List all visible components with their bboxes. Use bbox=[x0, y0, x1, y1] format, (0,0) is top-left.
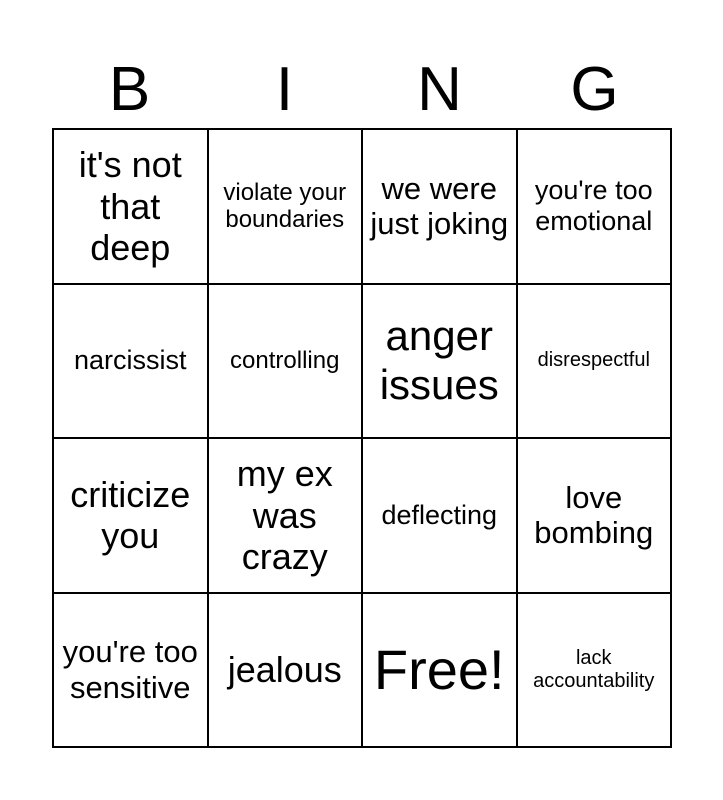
bingo-cell[interactable] bbox=[518, 439, 673, 594]
bingo-cell[interactable] bbox=[363, 130, 518, 285]
bingo-cell[interactable] bbox=[518, 285, 673, 440]
bingo-cell[interactable] bbox=[209, 285, 364, 440]
cell-text: controlling bbox=[230, 346, 340, 374]
bingo-cell[interactable] bbox=[363, 285, 518, 440]
bingo-board bbox=[52, 128, 672, 748]
bingo-cell[interactable] bbox=[54, 439, 209, 594]
bingo-cell[interactable] bbox=[518, 594, 673, 749]
cell-text: it's not that deep bbox=[78, 144, 182, 268]
cell-text: lack accountability bbox=[533, 646, 655, 692]
bingo-cell[interactable] bbox=[54, 594, 209, 749]
free-space-text: Free! bbox=[373, 637, 505, 701]
cell-text: my ex was crazy bbox=[236, 453, 333, 577]
cell-text: disrespectful bbox=[537, 349, 650, 372]
cell-text: anger issues bbox=[379, 312, 499, 408]
bingo-header bbox=[52, 52, 672, 128]
cell-text: you're too sensitive bbox=[62, 634, 198, 705]
cell-text: you're too emotional bbox=[534, 175, 653, 237]
bingo-cell[interactable] bbox=[209, 130, 364, 285]
cell-text: love bombing bbox=[534, 479, 654, 551]
cell-text: criticize you bbox=[70, 473, 191, 557]
cell-text: violate your boundaries bbox=[223, 178, 347, 234]
cell-text: we were just joking bbox=[370, 170, 509, 242]
header-letter-i: I bbox=[275, 55, 294, 124]
bingo-cell[interactable] bbox=[54, 285, 209, 440]
bingo-cell[interactable] bbox=[54, 130, 209, 285]
bingo-cell[interactable] bbox=[363, 439, 518, 594]
bingo-cell[interactable] bbox=[518, 130, 673, 285]
cell-text: narcissist bbox=[73, 345, 187, 376]
bingo-cell[interactable] bbox=[209, 594, 364, 749]
header-letter-n: N bbox=[417, 55, 462, 124]
free-space-cell[interactable] bbox=[363, 594, 518, 749]
cell-text: deflecting bbox=[381, 499, 498, 530]
cell-text: jealous bbox=[227, 649, 342, 691]
header-letter-g: G bbox=[570, 55, 619, 124]
bingo-cell[interactable] bbox=[209, 439, 364, 594]
header-letter-b: B bbox=[108, 55, 151, 124]
